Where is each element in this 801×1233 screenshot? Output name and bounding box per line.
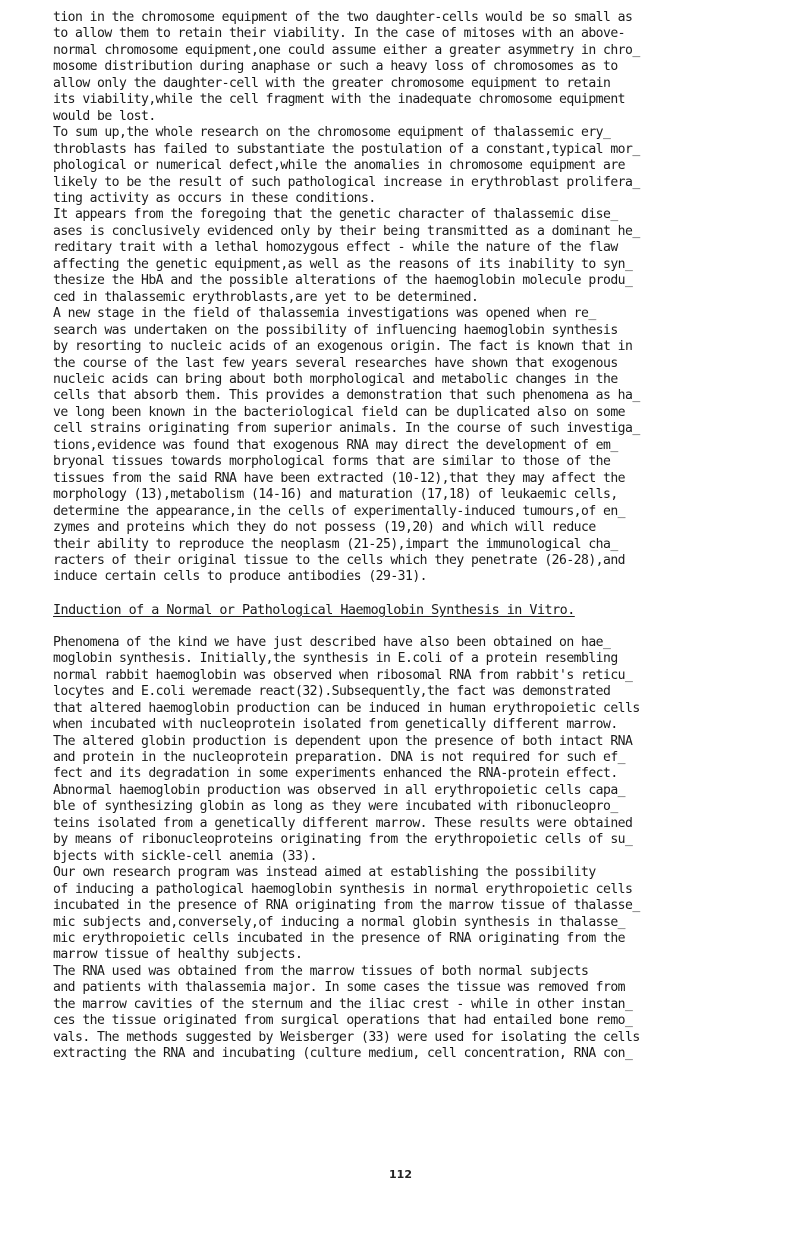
text-line: mic erythropoietic cells incubated in the presence of RNA originating from the <box>53 931 625 947</box>
text-line: locytes and E.coli weremade react(32).Subsequently,the fact was demonstrated <box>53 684 611 700</box>
text-line: reditary trait with a lethal homozygous effect - while the nature of the flaw <box>53 240 618 256</box>
text-line: Phenomena of the kind we have just described have also been obtained on hae_ <box>53 634 611 650</box>
text-body-after-heading <box>53 635 793 1063</box>
text-line: and patients with thalassemia major. In some cases the tissue was removed from <box>53 980 625 996</box>
text-line: tissues from the said RNA have been extracted (10-12),that they may affect the <box>53 470 625 486</box>
text-line: zymes and proteins which they do not possess (19,20) and which will reduce <box>53 520 596 536</box>
text-body-before-heading <box>53 10 793 586</box>
text-line: It appears from the foregoing that the genetic character of thalassemic dise_ <box>53 207 618 223</box>
text-line: ting activity as occurs in these conditions. <box>53 190 376 206</box>
text-line: the course of the last few years several researches have shown that exogenous <box>53 355 618 371</box>
text-line: cells that absorb them. This provides a demonstration that such phenomena as ha_ <box>53 388 640 404</box>
text-line: mic subjects and,conversely,of inducing a normal globin synthesis in thalasse_ <box>53 914 625 930</box>
text-line: the marrow cavities of the sternum and the iliac crest - while in other instan_ <box>53 996 633 1012</box>
text-line: The altered globin production is dependent upon the presence of both intact RNA <box>53 733 633 749</box>
text-line: vals. The methods suggested by Weisberger (33) were used for isolating the cells <box>53 1029 640 1045</box>
text-line: cell strains originating from superior animals. In the course of such investiga_ <box>53 421 640 437</box>
text-line: To sum up,the whole research on the chromosome equipment of thalassemic ery_ <box>53 125 611 141</box>
text-line: morphology (13),metabolism (14-16) and maturation (17,18) of leukaemic cells, <box>53 487 618 503</box>
page-number: 112 <box>389 1168 412 1181</box>
text-line: by means of ribonucleoproteins originating from the erythropoietic cells of su_ <box>53 832 633 848</box>
text-line: its viability,while the cell fragment with the inadequate chromosome equipment <box>53 92 625 108</box>
text-line: to allow them to retain their viability. In the case of mitoses with an above- <box>53 26 625 42</box>
text-line: ve long been known in the bacteriological field can be duplicated also on some <box>53 404 625 420</box>
text-line: affecting the genetic equipment,as well as the reasons of its inability to syn_ <box>53 256 633 272</box>
text-line: likely to be the result of such pathological increase in erythroblast prolifera_ <box>53 174 640 190</box>
text-line: ble of synthesizing globin as long as they were incubated with ribonucleopro_ <box>53 799 618 815</box>
text-line: racters of their original tissue to the cells which they penetrate (26-28),and <box>53 552 625 568</box>
text-line: normal rabbit haemoglobin was observed when ribosomal RNA from rabbit's reticu_ <box>53 667 633 683</box>
text-line: Our own research program was instead aimed at establishing the possibility <box>53 865 596 881</box>
text-line: tions,evidence was found that exogenous RNA may direct the development of em_ <box>53 437 618 453</box>
section-heading: Induction of a Normal or Pathological Haemoglobin Synthesis in Vitro. <box>53 602 575 618</box>
text-line: their ability to reproduce the neoplasm (21-25),impart the immunological cha_ <box>53 536 618 552</box>
text-line: and protein in the nucleoprotein preparation. DNA is not required for such ef_ <box>53 750 625 766</box>
text-line: A new stage in the field of thalassemia investigations was opened when re_ <box>53 306 596 322</box>
text-line: nucleic acids can bring about both morphological and metabolic changes in the <box>53 371 618 387</box>
text-line: induce certain cells to produce antibodies (29-31). <box>53 569 427 585</box>
text-line: ases is conclusively evidenced only by their being transmitted as a dominant he_ <box>53 223 640 239</box>
text-line: of inducing a pathological haemoglobin synthesis in normal erythropoietic cells <box>53 881 633 897</box>
text-line: incubated in the presence of RNA originating from the marrow tissue of thalasse_ <box>53 898 640 914</box>
text-line: phological or numerical defect,while the anomalies in chromosome equipment are <box>53 158 625 174</box>
text-line: fect and its degradation in some experiments enhanced the RNA-protein effect. <box>53 766 618 782</box>
text-line: ced in thalassemic erythroblasts,are yet to be determined. <box>53 289 479 305</box>
text-line: moglobin synthesis. Initially,the synthesis in E.coli of a protein resembling <box>53 651 618 667</box>
text-line: by resorting to nucleic acids of an exogenous origin. The fact is known that in <box>53 339 633 355</box>
document-page <box>53 10 793 1063</box>
text-line: determine the appearance,in the cells of experimentally-induced tumours,of en_ <box>53 503 625 519</box>
text-line: throblasts has failed to substantiate the postulation of a constant,typical mor_ <box>53 141 640 157</box>
text-line: teins isolated from a genetically different marrow. These results were obtained <box>53 815 633 831</box>
text-line: bryonal tissues towards morphological forms that are similar to those of the <box>53 454 611 470</box>
text-line: thesize the HbA and the possible alterations of the haemoglobin molecule produ_ <box>53 273 633 289</box>
text-line: mosome distribution during anaphase or such a heavy loss of chromosomes as to <box>53 59 618 75</box>
section-gap <box>53 619 793 635</box>
text-line: search was undertaken on the possibility of influencing haemoglobin synthesis <box>53 322 618 338</box>
text-line: would be lost. <box>53 108 156 124</box>
text-line: allow only the daughter-cell with the greater chromosome equipment to retain <box>53 75 611 91</box>
text-line: normal chromosome equipment,one could assume either a greater asymmetry in chro_ <box>53 42 640 58</box>
text-line: extracting the RNA and incubating (culture medium, cell concentration, RNA con_ <box>53 1046 633 1062</box>
text-line: bjects with sickle-cell anemia (33). <box>53 848 317 864</box>
text-line: Abnormal haemoglobin production was observed in all erythropoietic cells capa_ <box>53 782 625 798</box>
text-line: tion in the chromosome equipment of the two daughter-cells would be so small as <box>53 10 633 25</box>
text-line: The RNA used was obtained from the marrow tissues of both normal subjects <box>53 963 589 979</box>
section-gap <box>53 586 793 602</box>
text-line: ces the tissue originated from surgical operations that had entailed bone remo_ <box>53 1013 633 1029</box>
text-line: that altered haemoglobin production can be induced in human erythropoietic cells <box>53 700 640 716</box>
text-line: marrow tissue of healthy subjects. <box>53 947 303 963</box>
text-line: when incubated with nucleoprotein isolated from genetically different marrow. <box>53 717 618 733</box>
